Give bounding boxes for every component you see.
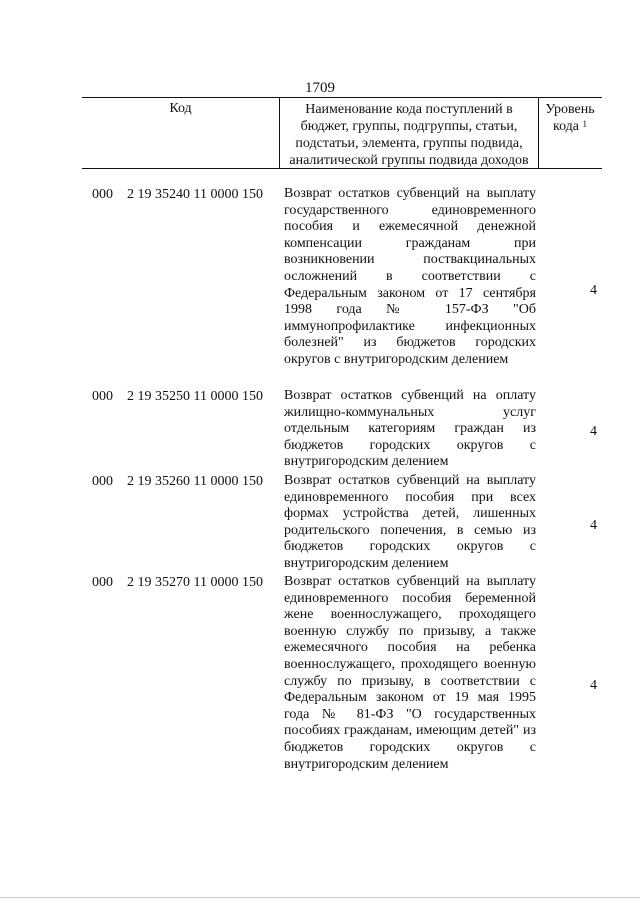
header-level-footnote: 1 (582, 119, 588, 129)
row-description: Возврат остатков субвенций на выплату единовременного пособия при всех формах устройства детей, лишенных родительского попечения, в семью из бюджетов городских округов с внутригородским делением (284, 473, 536, 571)
header-level-line-2 (538, 118, 602, 135)
table-header (82, 97, 602, 169)
row-prefix: 000 (92, 575, 113, 590)
header-name-line-2: бюджет, группы, подгруппы, статьи, (300, 119, 518, 134)
header-level-cell (538, 98, 602, 171)
page-bottom-edge (0, 897, 640, 898)
row-level: 4 (590, 283, 597, 298)
header-level-word: кода (552, 119, 580, 134)
row-code: 2 19 35250 11 0000 150 (127, 389, 263, 404)
header-name-line-3: подстатьи, элемента, группы подвида, (295, 136, 523, 151)
row-prefix: 000 (92, 389, 113, 404)
row-prefix: 000 (92, 474, 113, 489)
row-level: 4 (590, 518, 597, 533)
header-name-cell (280, 98, 538, 171)
header-name-line-1: Наименование кода поступлений в (305, 102, 513, 117)
row-code: 2 19 35260 11 0000 150 (127, 474, 263, 489)
row-code: 2 19 35270 11 0000 150 (127, 575, 263, 590)
header-code-label: Код (169, 101, 192, 116)
page-number: 1709 (305, 80, 335, 96)
row-level: 4 (590, 424, 597, 439)
header-name-line-4: аналитической группы подвида доходов (289, 153, 529, 168)
row-description: Возврат остатков субвенций на выплату единовременного пособия беременной жене военнослужащего, проходящего военную службу по призыву, а также ежемесячного пособия на ребенка военнослужащего, проходящего военную службу по призыву, в соответствии с Федеральным законом от 19 мая 1995 года № 81-ФЗ "О государственных пособиях гражданам, имеющим детей" из бюджетов городских округов с внутригородским делением (284, 574, 536, 772)
row-description: Возврат остатков субвенций на оплату жилищно-коммунальных услуг отдельным категориям граждан из бюджетов городских округов с внутригородским делением (284, 388, 536, 470)
row-description: Возврат остатков субвенций на выплату государственного единовременного пособия и ежемесячной денежной компенсации гражданам при возникновении поствакцинальных осложнений в соответствии с Федеральным законом от 17 сентября 1998 года № 157-ФЗ "Об иммунопрофилактике инфекционных болезней" из бюджетов городских округов с внутригородским делением (284, 186, 536, 367)
row-level: 4 (590, 678, 597, 693)
row-code: 2 19 35240 11 0000 150 (127, 187, 263, 202)
header-level-line-1: Уровень (545, 102, 595, 117)
row-prefix: 000 (92, 187, 113, 202)
